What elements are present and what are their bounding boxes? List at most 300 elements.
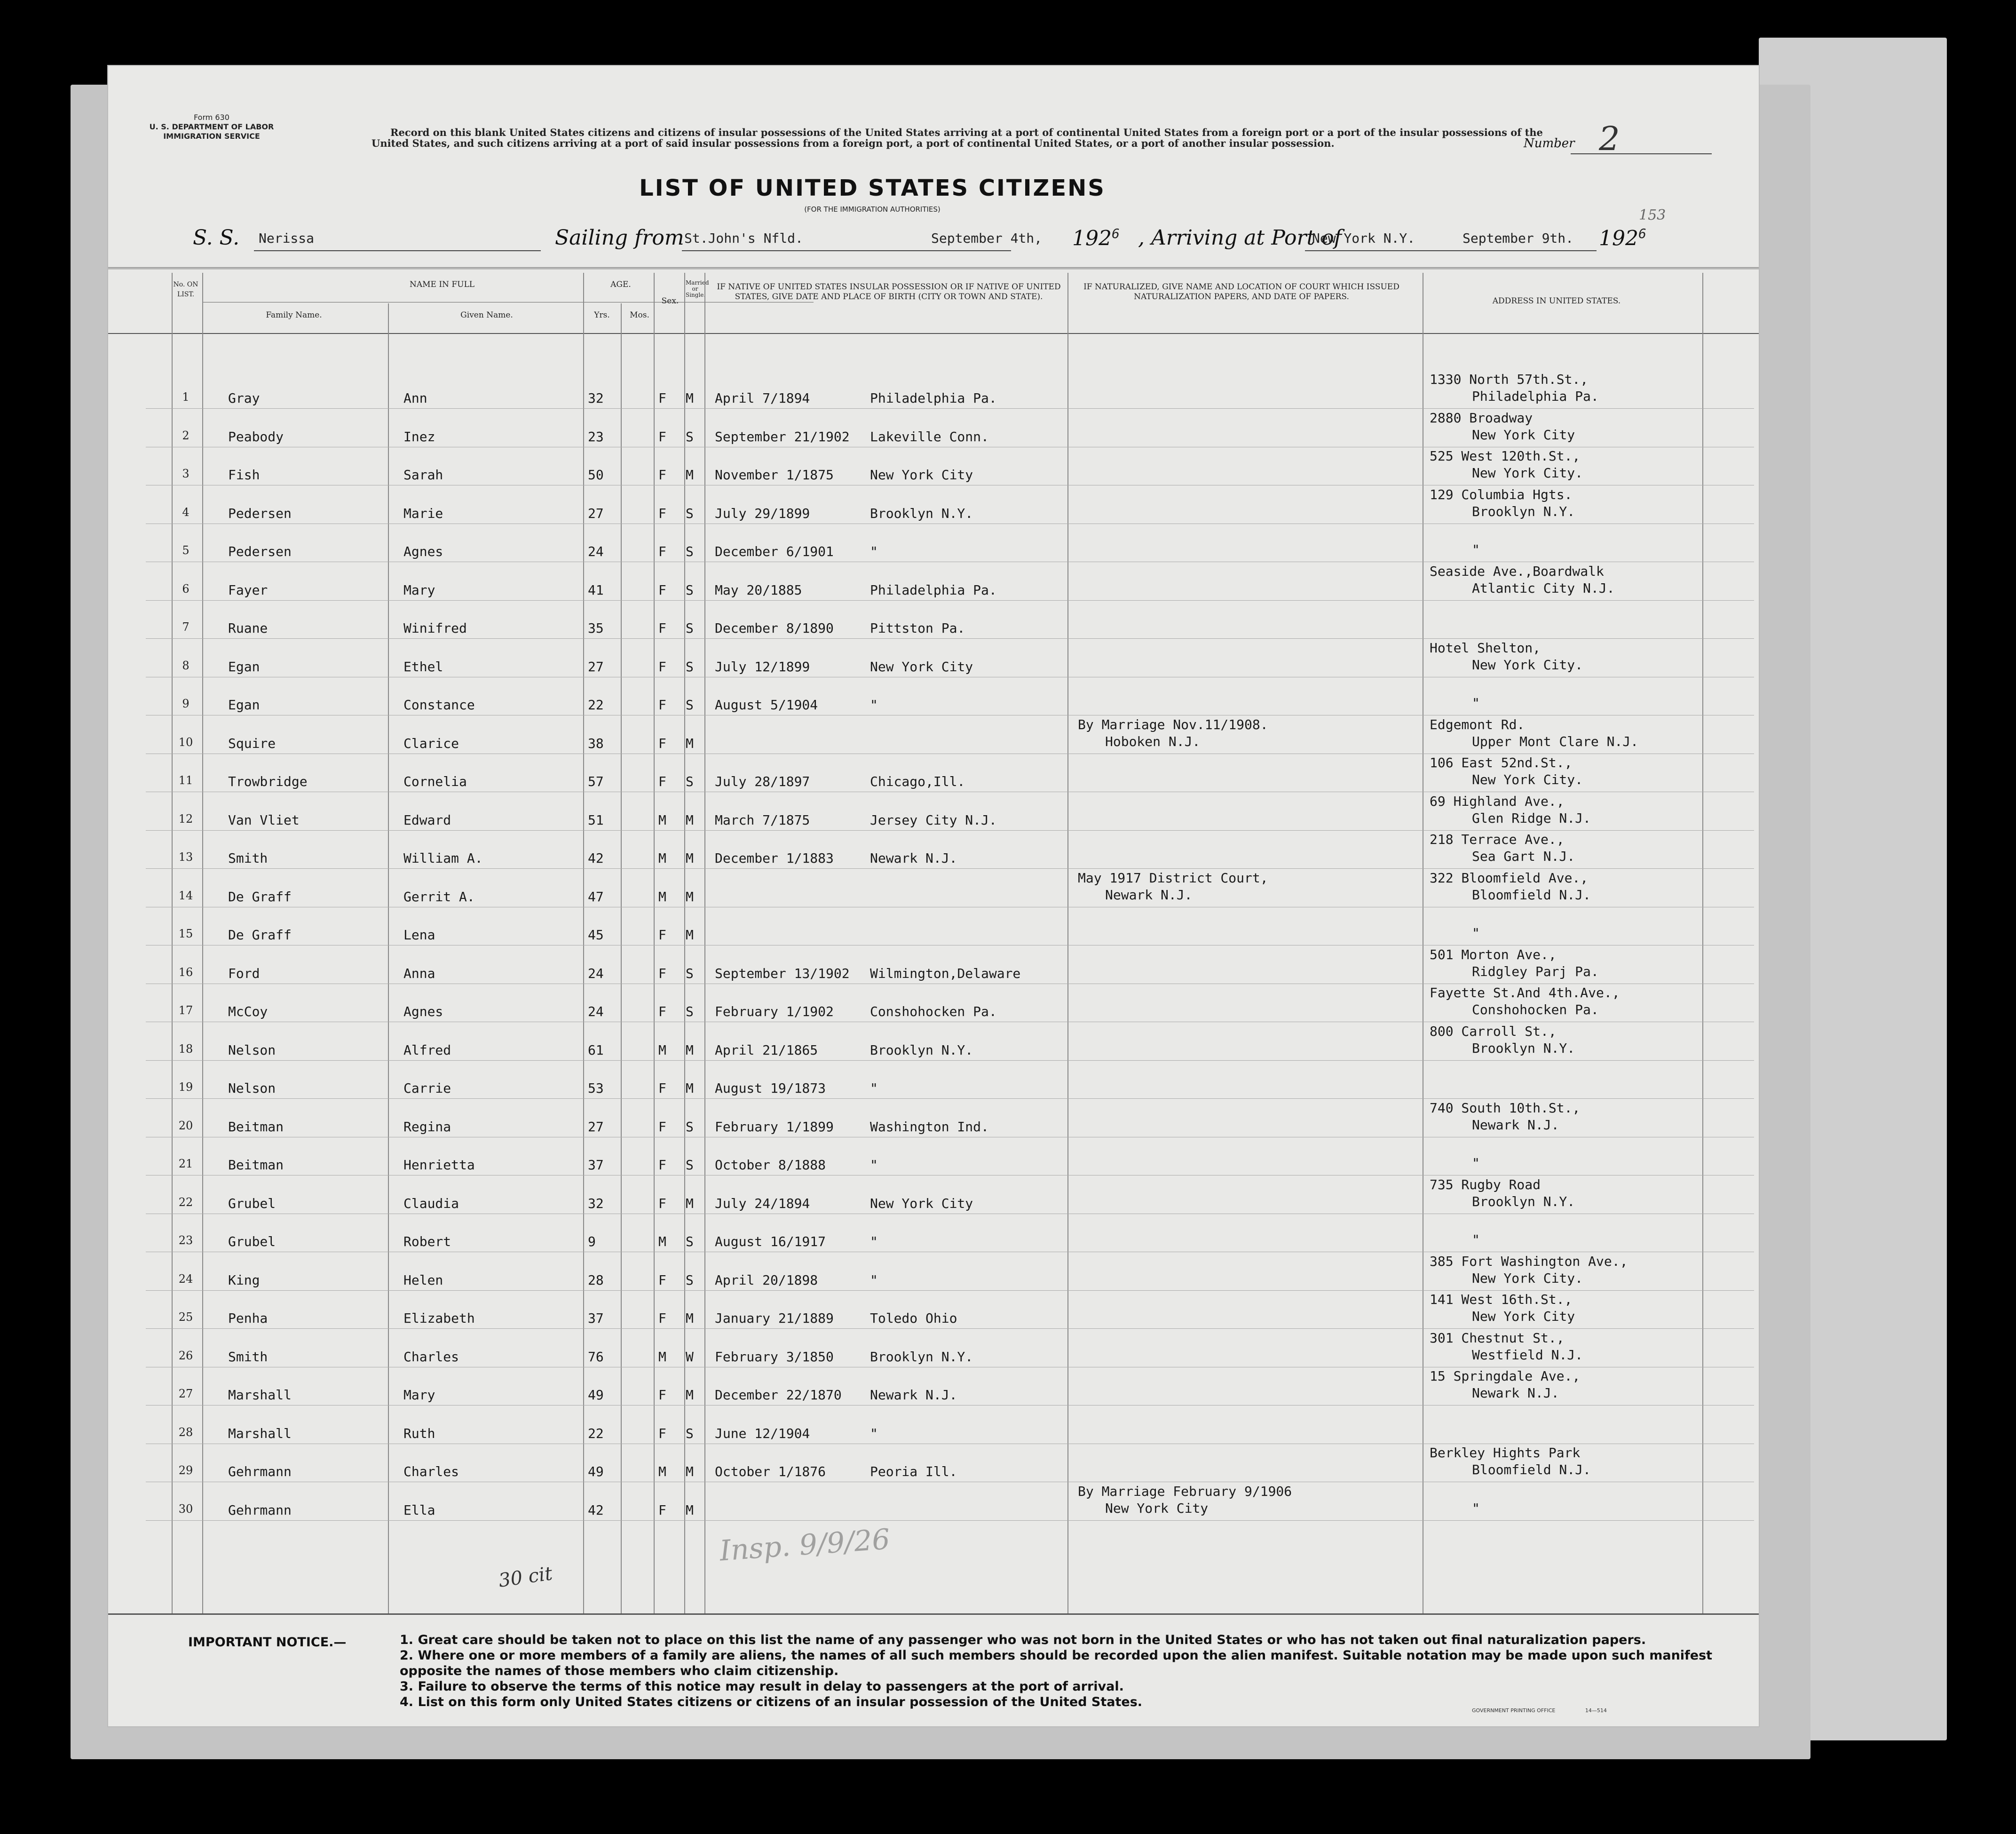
table-top-rule: [108, 267, 1759, 269]
cell-no: 3: [182, 467, 190, 480]
cell-bplace: Philadelphia Pa.: [870, 582, 997, 598]
notice-item-3: 3. Failure to observe the terms of this notice may result in delay to passengers at the port of arrival.: [400, 1679, 1124, 1694]
cell-given: Constance: [403, 697, 475, 713]
cell-no: 22: [178, 1195, 193, 1209]
cell-family: Squire: [228, 735, 276, 751]
cell-family: Fayer: [228, 582, 268, 598]
cell-no: 20: [178, 1119, 193, 1132]
cell-addr2: ": [1472, 1155, 1480, 1171]
cell-bplace: ": [870, 1425, 878, 1441]
cell-addr2: Ridgley Parj Pa.: [1472, 963, 1599, 979]
cell-addr2: Brooklyn N.Y.: [1472, 503, 1575, 519]
cell-addr1: Berkley Hights Park: [1430, 1445, 1581, 1461]
cell-sex: F: [658, 1004, 666, 1019]
row-rule: [146, 1098, 1754, 1099]
cell-ms: S: [686, 697, 694, 713]
cell-yrs: 24: [588, 965, 604, 981]
cell-bdate: December 22/1870: [715, 1387, 842, 1403]
cell-addr2: Westfield N.J.: [1472, 1347, 1583, 1363]
cell-sex: F: [658, 927, 666, 943]
cell-family: Peabody: [228, 429, 284, 445]
cell-yrs: 76: [588, 1349, 604, 1365]
cell-ms: S: [686, 965, 694, 981]
cell-family: Egan: [228, 659, 260, 675]
cell-given: William A.: [403, 850, 483, 866]
notice-item-1: 1. Great care should be taken not to place on this list the name of any passenger who was not born in the United States or who has not taken out final naturalization papers.: [400, 1633, 1646, 1647]
ship-name: Nerissa: [259, 230, 315, 246]
cell-sex: M: [658, 850, 666, 866]
cell-addr1: Fayette St.And 4th.Ave.,: [1430, 985, 1620, 1000]
cell-yrs: 9: [588, 1234, 596, 1249]
cell-bdate: October 1/1876: [715, 1464, 826, 1479]
cell-ms: S: [686, 774, 694, 789]
cell-yrs: 41: [588, 582, 604, 598]
vrule: [654, 273, 655, 1613]
cell-family: Beitman: [228, 1119, 284, 1135]
cell-sex: F: [658, 1195, 666, 1211]
cell-given: Robert: [403, 1234, 451, 1249]
cell-addr1: Edgemont Rd.: [1430, 716, 1525, 732]
cell-no: 26: [178, 1349, 193, 1362]
cell-bplace: Peoria Ill.: [870, 1464, 957, 1479]
cell-bdate: December 8/1890: [715, 620, 834, 636]
cell-given: Ann: [403, 390, 427, 406]
cell-bplace: Lakeville Conn.: [870, 429, 989, 445]
cell-no: 27: [178, 1387, 193, 1400]
cell-addr1: 800 Carroll St.,: [1430, 1023, 1557, 1039]
cell-family: McCoy: [228, 1004, 268, 1019]
cell-no: 10: [178, 735, 193, 749]
cell-yrs: 42: [588, 850, 604, 866]
cell-given: Agnes: [403, 1004, 443, 1019]
col-sex: Sex.: [661, 296, 679, 306]
to-port: New York N.Y.: [1312, 230, 1415, 246]
to-underline: [1305, 250, 1597, 251]
cell-bplace: Newark N.J.: [870, 1387, 957, 1403]
cell-bdate: January 21/1889: [715, 1310, 834, 1326]
cell-bplace: Chicago,Ill.: [870, 774, 965, 789]
cell-given: Sarah: [403, 467, 443, 483]
number-underline: [1571, 153, 1712, 154]
cell-yrs: 57: [588, 774, 604, 789]
cell-sex: M: [658, 1042, 666, 1058]
cell-given: Mary: [403, 582, 435, 598]
cell-addr2: Bloomfield N.J.: [1472, 1462, 1591, 1477]
cell-ms: S: [686, 505, 694, 521]
cell-addr1: Hotel Shelton,: [1430, 640, 1541, 656]
cell-bdate: April 21/1865: [715, 1042, 818, 1058]
col-age: AGE.: [610, 280, 631, 289]
cell-family: Van Vliet: [228, 812, 300, 828]
cell-no: 14: [178, 889, 193, 902]
cell-yrs: 32: [588, 390, 604, 406]
cell-ms: W: [686, 1349, 694, 1365]
cell-no: 28: [178, 1425, 193, 1439]
service: IMMIGRATION SERVICE: [163, 132, 260, 141]
cell-given: Mary: [403, 1387, 435, 1403]
cell-addr2: Upper Mont Clare N.J.: [1472, 733, 1639, 749]
cell-sex: M: [658, 1349, 666, 1365]
cell-ms: M: [686, 927, 694, 943]
cell-given: Ella: [403, 1502, 435, 1518]
vrule: [1067, 273, 1068, 1613]
year-1: [1072, 226, 1120, 251]
cell-no: 8: [182, 659, 190, 672]
cell-given: Inez: [403, 429, 435, 445]
cell-bdate: July 24/1894: [715, 1195, 810, 1211]
cell-bdate: February 3/1850: [715, 1349, 834, 1365]
cell-addr1: 501 Morton Ave.,: [1430, 946, 1557, 962]
cell-bdate: December 6/1901: [715, 544, 834, 559]
cell-bdate: May 20/1885: [715, 582, 802, 598]
cell-given: Henrietta: [403, 1157, 475, 1173]
col-family: Family Name.: [266, 310, 322, 320]
cell-yrs: 27: [588, 659, 604, 675]
cell-no: 15: [178, 927, 193, 940]
cell-ms: M: [686, 390, 694, 406]
cell-no: 5: [182, 544, 190, 557]
cell-ms: S: [686, 1157, 694, 1173]
sail-date: September 4th,: [931, 230, 1043, 246]
col-name-in-full: NAME IN FULL: [409, 280, 475, 289]
cell-sex: F: [658, 390, 666, 406]
cell-bplace: Jersey City N.J.: [870, 812, 997, 828]
row-rule: [146, 868, 1754, 869]
cell-bplace: ": [870, 1080, 878, 1096]
cell-nat1: May 1917 District Court,: [1078, 870, 1268, 886]
cell-family: King: [228, 1272, 260, 1288]
cell-addr2: New York City.: [1472, 657, 1583, 673]
number-value: 2: [1599, 119, 1620, 158]
inspector-signature: Insp. 9/9/26: [719, 1523, 891, 1568]
vrule: [621, 303, 622, 1613]
cell-sex: F: [658, 1080, 666, 1096]
cell-bdate: September 21/1902: [715, 429, 850, 445]
notice-item-4: 4. List on this form only United States citizens or citizens of an insular possession of the United States.: [400, 1695, 1143, 1709]
row-rule: [146, 408, 1754, 409]
cell-bplace: Toledo Ohio: [870, 1310, 957, 1326]
cell-family: Nelson: [228, 1080, 276, 1096]
cell-addr2: Brooklyn N.Y.: [1472, 1193, 1575, 1209]
cell-ms: M: [686, 1042, 694, 1058]
cell-no: 29: [178, 1464, 193, 1477]
notice-item-2: 2. Where one or more members of a family are aliens, the names of all such members should be recorded upon the alien manifest. Suitable notation may be made upon such manifest opposite the names of those members who claim citizenship.: [400, 1648, 1713, 1678]
notice-list: [400, 1632, 1716, 1710]
cell-sex: F: [658, 620, 666, 636]
cell-bplace: Washington Ind.: [870, 1119, 989, 1135]
cell-addr1: 2880 Broadway: [1430, 410, 1533, 426]
citizen-count: 30 cit: [497, 1563, 554, 1592]
col-given: Given Name.: [460, 310, 513, 320]
vrule: [704, 273, 705, 1613]
cell-bdate: August 5/1904: [715, 697, 818, 713]
cell-bplace: New York City: [870, 1195, 973, 1211]
cell-addr1: 740 South 10th.St.,: [1430, 1100, 1581, 1116]
col-yrs: Yrs.: [594, 310, 610, 320]
cell-no: 4: [182, 505, 190, 519]
cell-yrs: 51: [588, 812, 604, 828]
cell-addr1: Seaside Ave.,Boardwalk: [1430, 563, 1604, 579]
vrule: [202, 273, 203, 1613]
cell-given: Ruth: [403, 1425, 435, 1441]
cell-sex: M: [658, 812, 666, 828]
cell-sex: M: [658, 889, 666, 905]
cell-no: 18: [178, 1042, 193, 1056]
cell-addr2: ": [1472, 925, 1480, 941]
cell-addr1: 141 West 16th.St.,: [1430, 1292, 1573, 1307]
vrule: [684, 273, 685, 1613]
cell-sex: F: [658, 659, 666, 675]
cell-yrs: 45: [588, 927, 604, 943]
cell-bdate: April 7/1894: [715, 390, 810, 406]
cell-no: 17: [178, 1004, 193, 1017]
cell-yrs: 24: [588, 544, 604, 559]
cell-bdate: March 7/1875: [715, 812, 810, 828]
row-rule: [146, 1290, 1754, 1291]
cell-no: 23: [178, 1234, 193, 1247]
col-naturalized: IF NATURALIZED, GIVE NAME AND LOCATION OF COURT WHICH ISSUED NATURALIZATION PAPERS, AND DATE OF PAPERS.: [1083, 282, 1399, 302]
cell-no: 24: [178, 1272, 193, 1286]
cell-no: 9: [182, 697, 190, 710]
number-label: Number: [1524, 136, 1575, 151]
cell-yrs: 38: [588, 735, 604, 751]
cell-addr2: ": [1472, 695, 1480, 711]
manifest-sheet: [108, 66, 1759, 1726]
from-underline: [682, 250, 1011, 251]
cell-sex: F: [658, 1310, 666, 1326]
cell-family: Pedersen: [228, 505, 292, 521]
cell-bplace: Conshohocken Pa.: [870, 1004, 997, 1019]
cell-addr1: 1330 North 57th.St.,: [1430, 372, 1589, 387]
cell-addr1: 735 Rugby Road: [1430, 1176, 1541, 1192]
col-mos: Mos.: [630, 310, 649, 320]
cell-family: Smith: [228, 1349, 268, 1365]
cell-no: 2: [182, 429, 190, 442]
cell-given: Ethel: [403, 659, 443, 675]
page-subtitle: (FOR THE IMMIGRATION AUTHORITIES): [804, 205, 941, 214]
cell-sex: F: [658, 1272, 666, 1288]
cell-sex: F: [658, 735, 666, 751]
cell-given: Anna: [403, 965, 435, 981]
cell-yrs: 22: [588, 697, 604, 713]
cell-bdate: February 1/1899: [715, 1119, 834, 1135]
cell-bplace: ": [870, 1157, 878, 1173]
cell-family: Gray: [228, 390, 260, 406]
cell-sex: F: [658, 697, 666, 713]
page-title: LIST OF UNITED STATES CITIZENS: [639, 175, 1106, 201]
cell-yrs: 47: [588, 889, 604, 905]
cell-bdate: July 29/1899: [715, 505, 810, 521]
cell-ms: S: [686, 620, 694, 636]
cell-family: Pedersen: [228, 544, 292, 559]
cell-ms: S: [686, 1425, 694, 1441]
cell-bdate: November 1/1875: [715, 467, 834, 483]
cell-no: 6: [182, 582, 190, 595]
row-rule: [146, 1060, 1754, 1061]
table-bottom-rule: [108, 1613, 1759, 1615]
cell-no: 7: [182, 620, 190, 634]
cell-addr1: 301 Chestnut St.,: [1430, 1330, 1565, 1346]
year-1-suffix: 6: [1111, 226, 1120, 241]
cell-family: Grubel: [228, 1234, 276, 1249]
ss-label: S. S.: [193, 226, 240, 250]
cell-ms: S: [686, 1004, 694, 1019]
cell-family: De Graff: [228, 927, 292, 943]
cell-bplace: Pittston Pa.: [870, 620, 965, 636]
cell-bplace: Newark N.J.: [870, 850, 957, 866]
form-number: Form 630: [194, 113, 229, 122]
cell-addr2: Newark N.J.: [1472, 1117, 1559, 1133]
cell-sex: F: [658, 1387, 666, 1403]
cell-yrs: 53: [588, 1080, 604, 1096]
cell-no: 16: [178, 965, 193, 979]
cell-addr1: 106 East 52nd.St.,: [1430, 755, 1573, 770]
notice-label: IMPORTANT NOTICE.—: [188, 1635, 347, 1650]
cell-addr2: Bloomfield N.J.: [1472, 887, 1591, 903]
cell-ms: S: [686, 582, 694, 598]
cell-yrs: 49: [588, 1387, 604, 1403]
cell-addr2: Conshohocken Pa.: [1472, 1002, 1599, 1017]
cell-ms: M: [686, 467, 694, 483]
cell-family: Egan: [228, 697, 260, 713]
cell-family: Marshall: [228, 1387, 292, 1403]
sailing-label: Sailing from: [555, 226, 684, 250]
cell-given: Helen: [403, 1272, 443, 1288]
col-married: Married or Single.: [686, 279, 709, 298]
cell-addr2: New York City: [1472, 1309, 1575, 1324]
cell-no: 19: [178, 1080, 193, 1094]
year-2-prefix: 192: [1599, 226, 1638, 251]
cell-given: Gerrit A.: [403, 889, 475, 905]
cell-sex: F: [658, 582, 666, 598]
cell-bdate: September 13/1902: [715, 965, 850, 981]
year-2: [1599, 226, 1646, 251]
cell-sex: F: [658, 505, 666, 521]
cell-given: Charles: [403, 1464, 459, 1479]
cell-yrs: 49: [588, 1464, 604, 1479]
cell-family: Grubel: [228, 1195, 276, 1211]
cell-sex: F: [658, 1119, 666, 1135]
cell-ms: S: [686, 1272, 694, 1288]
cell-addr1: 322 Bloomfield Ave.,: [1430, 870, 1589, 886]
cell-given: Carrie: [403, 1080, 451, 1096]
cell-family: Nelson: [228, 1042, 276, 1058]
cell-addr2: ": [1472, 542, 1480, 557]
cell-addr2: New York City: [1472, 427, 1575, 443]
cell-nat2: Hoboken N.J.: [1105, 733, 1201, 749]
cell-bplace: Brooklyn N.Y.: [870, 505, 973, 521]
cell-given: Elizabeth: [403, 1310, 475, 1326]
cell-ms: M: [686, 1502, 694, 1518]
year-2-suffix: 6: [1638, 226, 1646, 241]
cell-no: 25: [178, 1310, 193, 1324]
cell-addr2: Brooklyn N.Y.: [1472, 1040, 1575, 1056]
cell-bplace: Philadelphia Pa.: [870, 390, 997, 406]
cell-sex: F: [658, 467, 666, 483]
page-note: 153: [1639, 207, 1666, 223]
cell-bplace: Wilmington,Delaware: [870, 965, 1021, 981]
cell-sex: F: [658, 1502, 666, 1518]
cell-bdate: October 8/1888: [715, 1157, 826, 1173]
cell-addr2: New York City.: [1472, 465, 1583, 481]
cell-ms: S: [686, 1119, 694, 1135]
cell-family: Ruane: [228, 620, 268, 636]
cell-given: Charles: [403, 1349, 459, 1365]
printer-code: 14—514: [1585, 1707, 1607, 1714]
cell-addr1: 218 Terrace Ave.,: [1430, 832, 1565, 847]
cell-nat1: By Marriage February 9/1906: [1078, 1483, 1292, 1499]
cell-family: Penha: [228, 1310, 268, 1326]
cell-sex: F: [658, 544, 666, 559]
cell-addr2: New York City.: [1472, 772, 1583, 787]
cell-bdate: April 20/1898: [715, 1272, 818, 1288]
cell-addr1: 525 West 120th.St.,: [1430, 448, 1581, 464]
cell-yrs: 35: [588, 620, 604, 636]
cell-bplace: ": [870, 697, 878, 713]
row-rule: [146, 1520, 1754, 1521]
cell-yrs: 23: [588, 429, 604, 445]
cell-bplace: New York City: [870, 659, 973, 675]
cell-yrs: 32: [588, 1195, 604, 1211]
cell-bplace: ": [870, 544, 878, 559]
ship-underline: [254, 250, 541, 251]
cell-yrs: 42: [588, 1502, 604, 1518]
vrule: [583, 273, 584, 1613]
cell-bplace: ": [870, 1234, 878, 1249]
cell-bdate: August 19/1873: [715, 1080, 826, 1096]
cell-no: 12: [178, 812, 193, 826]
cell-family: Gehrmann: [228, 1502, 292, 1518]
form-dept-block: [146, 113, 277, 141]
cell-addr2: New York City.: [1472, 1270, 1583, 1286]
cell-ms: S: [686, 659, 694, 675]
cell-given: Clarice: [403, 735, 459, 751]
cell-yrs: 50: [588, 467, 604, 483]
cell-no: 13: [178, 850, 193, 864]
cell-bdate: December 1/1883: [715, 850, 834, 866]
cell-yrs: 37: [588, 1157, 604, 1173]
cell-bdate: July 12/1899: [715, 659, 810, 675]
cell-sex: F: [658, 774, 666, 789]
cell-given: Lena: [403, 927, 435, 943]
cell-ms: M: [686, 1195, 694, 1211]
cell-yrs: 24: [588, 1004, 604, 1019]
cell-yrs: 27: [588, 505, 604, 521]
cell-family: Smith: [228, 850, 268, 866]
cell-sex: F: [658, 1157, 666, 1173]
cell-yrs: 61: [588, 1042, 604, 1058]
cell-family: Gehrmann: [228, 1464, 292, 1479]
cell-ms: M: [686, 1080, 694, 1096]
col-birth: IF NATIVE OF UNITED STATES INSULAR POSSESSION OR IF NATIVE OF UNITED STATES, GIVE DATE AND PLACE OF BIRTH (CITY OR TOWN AND STATE).: [717, 282, 1061, 302]
number-block: [1524, 119, 1721, 165]
cell-nat2: Newark N.J.: [1105, 887, 1193, 903]
cell-nat2: New York City: [1105, 1500, 1209, 1516]
cell-sex: F: [658, 965, 666, 981]
cell-bdate: February 1/1902: [715, 1004, 834, 1019]
cell-bplace: ": [870, 1272, 878, 1288]
cell-sex: M: [658, 1464, 666, 1479]
row-rule: [146, 638, 1754, 639]
cell-ms: S: [686, 1234, 694, 1249]
cell-given: Regina: [403, 1119, 451, 1135]
row-rule: [146, 830, 1754, 831]
year-1-prefix: 192: [1072, 226, 1112, 251]
cell-family: De Graff: [228, 889, 292, 905]
cell-given: Winifred: [403, 620, 467, 636]
row-rule: [146, 600, 1754, 601]
cell-ms: M: [686, 1310, 694, 1326]
